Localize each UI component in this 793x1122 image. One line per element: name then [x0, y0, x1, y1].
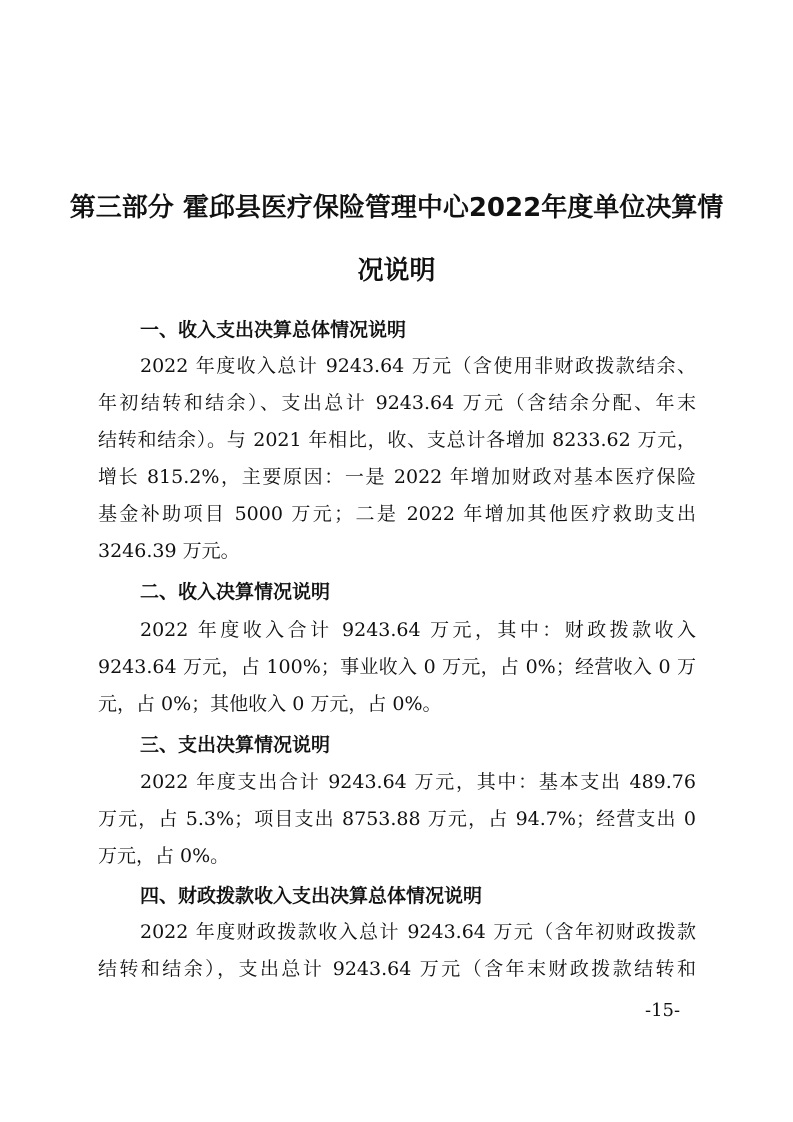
document-title-line-2: 况说明: [357, 256, 436, 286]
document-title-line-1: 第三部分 霍邱县医疗保险管理中心2022年度单位决算情: [69, 193, 724, 223]
section-heading-3: 三、支出决算情况说明: [140, 734, 331, 756]
paragraph-line: 增长 815.2%，主要原因：一是 2022 年增加财政对基本医疗保险: [98, 466, 696, 488]
page-number: -15-: [645, 1000, 681, 1021]
paragraph-line: 万元，占 5.3%；项目支出 8753.88 万元，占 94.7%；经营支出 0: [98, 808, 696, 830]
paragraph-line: 2022 年度收入合计 9243.64 万元，其中：财政拨款收入: [140, 619, 696, 641]
paragraph-line: 3246.39 万元。: [98, 540, 240, 562]
paragraph-line: 2022 年度财政拨款收入总计 9243.64 万元（含年初财政拨款: [140, 921, 696, 943]
section-heading-4: 四、财政拨款收入支出决算总体情况说明: [140, 885, 483, 907]
paragraph-line: 万元，占 0%。: [98, 845, 230, 867]
paragraph-line: 2022 年度收入总计 9243.64 万元（含使用非财政拨款结余、: [140, 355, 696, 377]
paragraph-line: 2022 年度支出合计 9243.64 万元，其中：基本支出 489.76: [140, 771, 696, 793]
paragraph-line: 元，占 0%；其他收入 0 万元，占 0%。: [98, 693, 442, 715]
paragraph-line: 年初结转和结余）、支出总计 9243.64 万元（含结余分配、年末: [98, 392, 696, 414]
paragraph-line: 结转和结余），支出总计 9243.64 万元（含年末财政拨款结转和: [98, 958, 696, 980]
paragraph-line: 结转和结余）。与 2021 年相比，收、支总计各增加 8233.62 万元，: [98, 429, 696, 451]
section-heading-2: 二、收入决算情况说明: [140, 581, 331, 603]
paragraph-line: 基金补助项目 5000 万元；二是 2022 年增加其他医疗救助支出: [98, 503, 696, 525]
section-heading-1: 一、收入支出决算总体情况说明: [140, 319, 407, 341]
paragraph-line: 9243.64 万元，占 100%；事业收入 0 万元，占 0%；经营收入 0 万: [98, 656, 696, 678]
